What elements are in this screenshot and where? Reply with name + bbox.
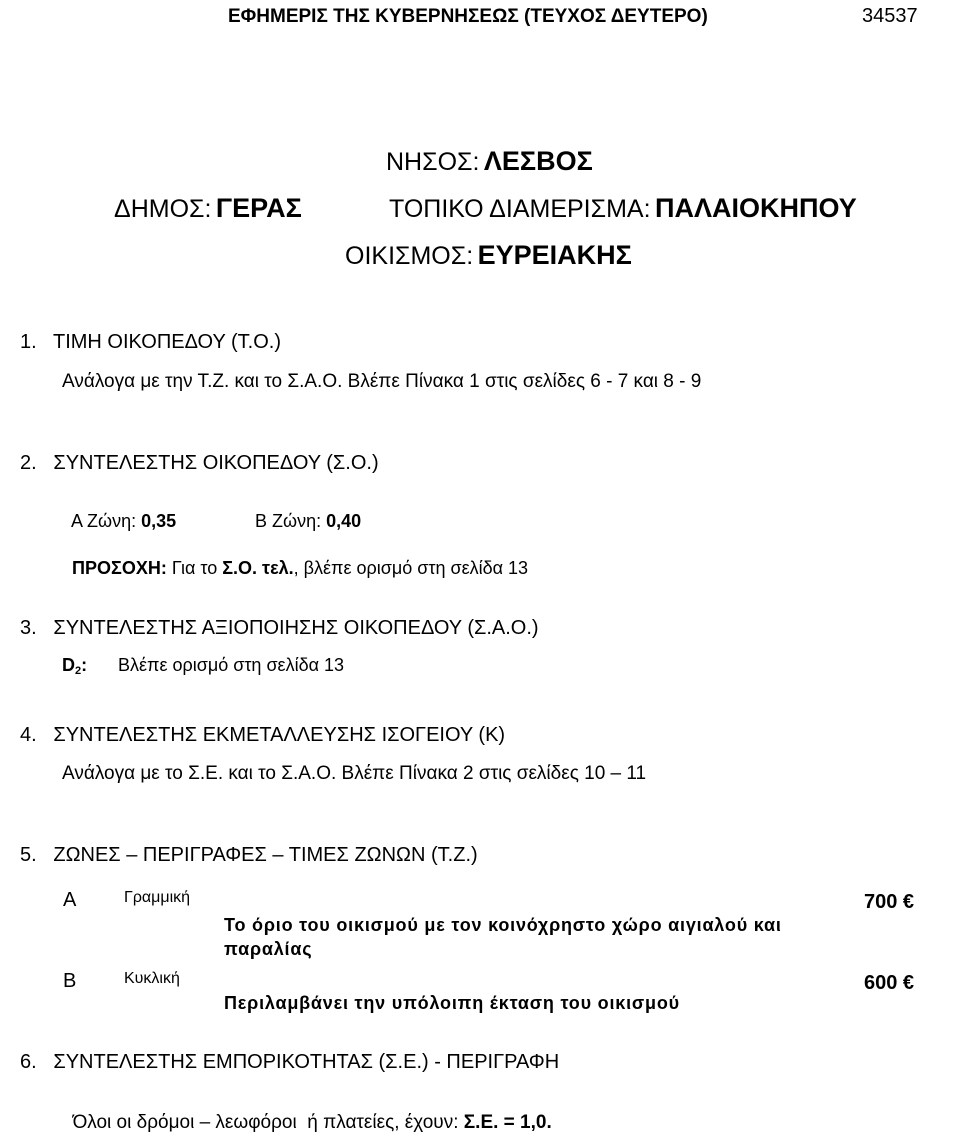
zone-b-value: 0,40 xyxy=(326,511,362,531)
zone-b-label: Β Ζώνη: xyxy=(255,511,327,531)
section2-note xyxy=(62,537,528,579)
note-text-1: Για το xyxy=(166,558,223,578)
section6-value: Σ.Ε. = 1,0. xyxy=(463,1112,552,1133)
zone-a-coefficient xyxy=(62,490,176,532)
section3-heading: 3. ΣΥΝΤΕΛΕΣΤΗΣ ΑΞΙΟΠΟΙΗΣΗΣ ΟΙΚΟΠΕΔΟΥ (Σ.Α.Ο.) xyxy=(20,617,539,639)
gazette-title: ΕΦΗΜΕΡΙΣ ΤΗΣ ΚΥΒΕΡΝΗΣΕΩΣ (ΤΕΥΧΟΣ ΔΕΥΤΕΡΟ) xyxy=(228,6,708,27)
zone-price: 600 € xyxy=(864,972,915,994)
municipality-line xyxy=(114,193,302,224)
section2-heading: 2. ΣΥΝΤΕΛΕΣΤΗΣ ΟΙΚΟΠΕΔΟΥ (Σ.Ο.) xyxy=(20,452,379,474)
settlement-label: ΟΙΚΙΣΜΟΣ: xyxy=(345,242,474,270)
zone-description: Περιλαμβάνει την υπόλοιπη έκταση του οικισμού xyxy=(224,993,680,1013)
section5-heading: 5. ΖΩΝΕΣ – ΠΕΡΙΓΡΑΦΕΣ – ΤΙΜΕΣ ΖΩΝΩΝ (Τ.Ζ.) xyxy=(20,844,478,866)
section4-heading: 4. ΣΥΝΤΕΛΕΣΤΗΣ ΕΚΜΕΤΑΛΛΕΥΣΗΣ ΙΣΟΓΕΙΟΥ (Κ) xyxy=(20,724,506,746)
section6-text: Όλοι οι δρόμοι – λεωφόροι ή πλατείες, έχουν: xyxy=(72,1112,464,1133)
zone-letter: Β xyxy=(63,970,77,992)
district-line xyxy=(389,193,857,224)
zone-price: 700 € xyxy=(864,891,915,913)
note-bold: Σ.Ο. τελ. xyxy=(222,558,294,578)
note-label: ΠΡΟΣΟΧΗ: xyxy=(72,558,167,578)
settlement-value: ΕΥΡΕΙΑΚΗΣ xyxy=(477,240,632,270)
d-symbol: D xyxy=(62,655,75,675)
zone-description: Το όριο του οικισμού με τον κοινόχρηστο χώρο αιγιαλού και xyxy=(224,915,782,935)
section6-text-line xyxy=(62,1090,552,1134)
section3-text: Βλέπε ορισμό στη σελίδα 13 xyxy=(118,655,345,675)
settlement-line xyxy=(345,240,632,271)
section1-text: Ανάλογα με την Τ.Ζ. και το Σ.Α.Ο. Βλέπε Πίνακα 1 στις σελίδες 6 - 7 και 8 - 9 xyxy=(62,371,702,392)
d-colon: : xyxy=(81,655,88,675)
section3-symbol xyxy=(62,655,87,677)
zone-type: Κυκλική xyxy=(124,970,180,987)
district-label: ΤΟΠΙΚΟ ΔΙΑΜΕΡΙΣΜΑ: xyxy=(389,195,651,223)
zone-b-coefficient xyxy=(245,490,361,532)
zone-a-value: 0,35 xyxy=(141,511,177,531)
island-line xyxy=(386,146,593,177)
zone-type: Γραμμική xyxy=(124,889,191,906)
zone-a-label: Α Ζώνη: xyxy=(71,511,142,531)
section1-heading: 1. ΤΙΜΗ ΟΙΚΟΠΕΔΟΥ (Τ.Ο.) xyxy=(20,331,281,353)
district-value: ΠΑΛΑΙΟΚΗΠΟΥ xyxy=(654,193,857,223)
section6-heading: 6. ΣΥΝΤΕΛΕΣΤΗΣ ΕΜΠΟΡΙΚΟΤΗΤΑΣ (Σ.Ε.) - ΠΕΡΙΓΡΑΦΗ xyxy=(20,1051,560,1073)
zone-description-cont: παραλίας xyxy=(224,939,313,959)
page-number: 34537 xyxy=(862,5,918,27)
note-text-2: , βλέπε ορισμό στη σελίδα 13 xyxy=(293,558,529,578)
municipality-label: ΔΗΜΟΣ: xyxy=(114,195,212,223)
zone-letter: Α xyxy=(63,889,77,911)
section4-text: Ανάλογα με το Σ.Ε. και το Σ.Α.Ο. Βλέπε Πίνακα 2 στις σελίδες 10 – 11 xyxy=(62,763,647,784)
d-subscript: 2 xyxy=(75,665,82,677)
island-value: ΛΕΣΒΟΣ xyxy=(483,146,593,176)
municipality-value: ΓΕΡΑΣ xyxy=(215,193,302,223)
island-label: ΝΗΣΟΣ: xyxy=(386,148,480,176)
